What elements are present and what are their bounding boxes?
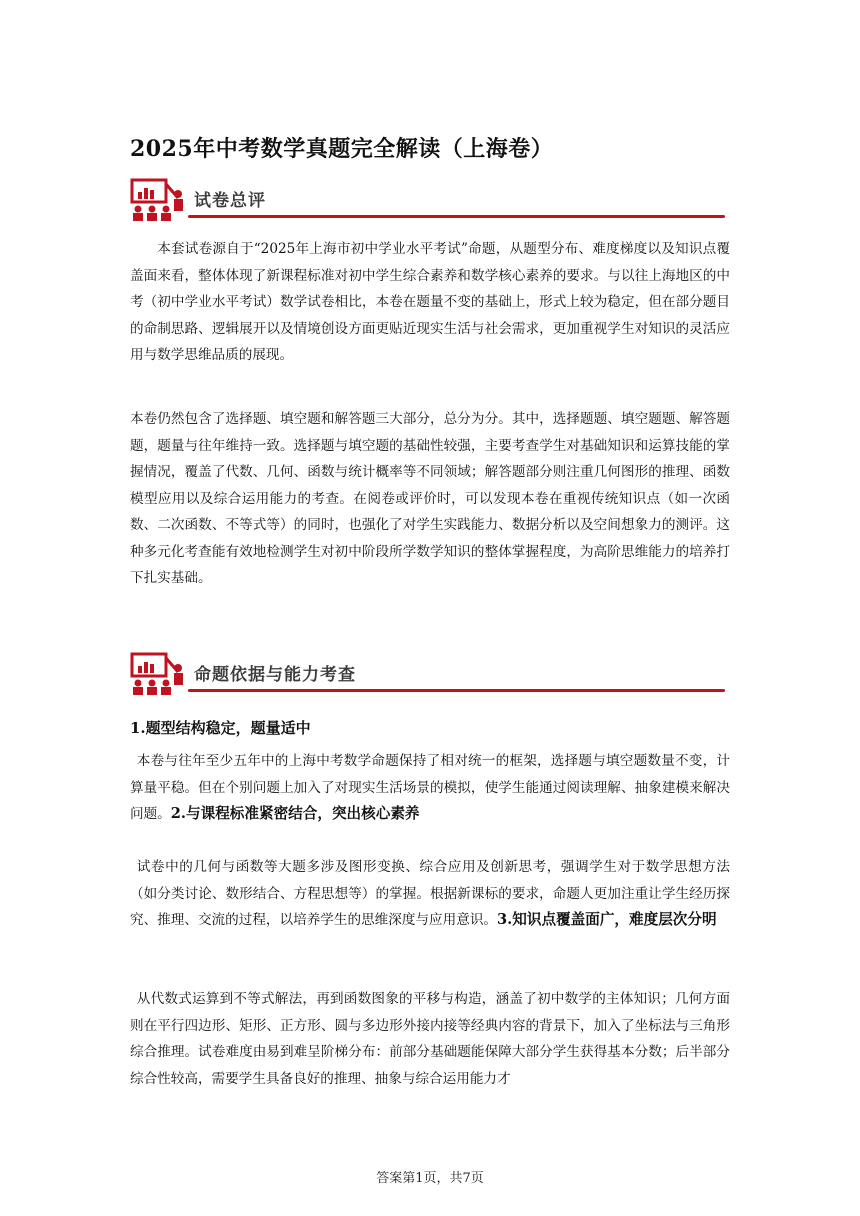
page-footer: 答案第1页，共7页	[376, 1171, 484, 1186]
presentation-board-icon	[130, 178, 186, 224]
item-1-text: 本卷与往年至少五年中的上海中考数学命题保持了相对统一的框架，选择题与填空题数量不变，计算量平稳。但在个别问题上加入了对现实生活场景的模拟，使学生能通过阅读理解、抽象建模来解决问题。	[130, 753, 730, 822]
item-1-title: 1.题型结构稳定，题量适中	[130, 719, 311, 737]
presentation-board-icon	[130, 652, 186, 698]
item-2-text: 试卷中的几何与函数等大题多涉及图形变换、综合应用及创新思考，强调学生对于数学思想方法（如分类讨论、数形结合、方程思想等）的掌握。根据新课标的要求，命题人更加注重让学生经历探究、推理、交流的过程，以培养学生的思维深度与应用意识。	[130, 859, 730, 928]
page-title: 2025年中考数学真题完全解读（上海卷）	[130, 136, 554, 162]
section-header-text: 试卷总评	[194, 191, 266, 211]
overview-paragraph-2: 本卷仍然包含了选择题、填空题和解答题三大部分，总分为分。其中，选择题题、填空题题、解答题题，题量与往年维持一致。选择题与填空题的基础性较强，主要考查学生对基础知识和运算技能的掌握情况，覆盖了代数、几何、函数与统计概率等不同领域；解答题部分则注重几何图形的推理、函数模型应用以及综合运用能力的考查。在阅卷或评价时，可以发现本卷在重视传统知识点（如一次函数、二次函数、不等式等）的同时，也强化了对学生实践能力、数据分析以及空间想象力的测评。这种多元化考查能有效地检测学生对初中阶段所学数学知识的整体掌握程度，为高阶思维能力的培养打下扎实基础。	[130, 411, 730, 586]
section-header-text: 命题依据与能力考查	[194, 665, 356, 685]
item-2-3-paragraph	[130, 854, 730, 934]
section-divider	[188, 689, 725, 692]
section-header-basis	[130, 652, 725, 698]
overview-paragraph-1: 本套试卷源自于“2025年上海市初中学业水平考试”命题，从题型分布、难度梯度以及知识点覆盖面来看，整体体现了新课程标准对初中学生综合素养和数学核心素养的要求。与以往上海地区的中考（初中学业水平考试）数学试卷相比，本卷在题量不变的基础上，形式上较为稳定，但在部分题目的命制思路、逻辑展开以及情境创设方面更贴近现实生活与社会需求，更加重视学生对知识的灵活应用与数学思维品质的展现。	[130, 241, 730, 363]
item-3-title: 3.知识点覆盖面广，难度层次分明	[497, 911, 717, 928]
item-2-title: 2.与课程标准紧密结合，突出核心素养	[170, 805, 420, 822]
section-header-overview	[130, 178, 725, 224]
item-1-2-paragraph	[130, 748, 730, 828]
section-divider	[188, 215, 725, 218]
item-3-paragraph: 从代数式运算到不等式解法，再到函数图象的平移与构造，涵盖了初中数学的主体知识；几何方面则在平行四边形、矩形、正方形、圆与多边形外接内接等经典内容的背景下，加入了坐标法与三角形综合推理。试卷难度由易到难呈阶梯分布：前部分基础题能保障大部分学生获得基本分数；后半部分综合性较高，需要学生具备良好的推理、抽象与综合运用能力才	[130, 991, 730, 1087]
